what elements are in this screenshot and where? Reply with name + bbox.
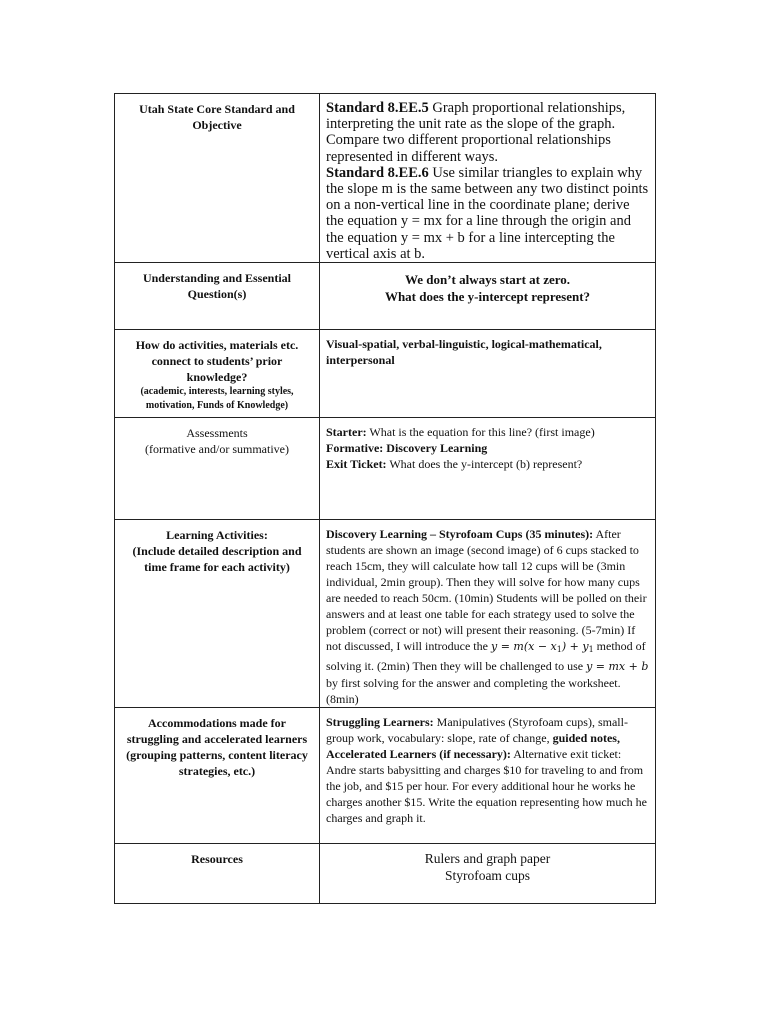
- assessments-label-cell: [115, 418, 320, 520]
- connections-label-cell: [115, 330, 320, 418]
- activity-title: Discovery Learning – Styrofoam Cups (35 minutes):: [326, 527, 594, 542]
- accelerated-label: Accelerated Learners (if necessary):: [326, 747, 511, 762]
- accommodations-content: [320, 708, 656, 844]
- understanding-line-1: We don’t always start at zero.: [404, 272, 571, 288]
- standard-2-text: Use similar triangles to explain why the slope m is the same between any two distinct points on a non-vertical line in the coordinate plane; derive the equation y = mx for a line through the origin and the equation y = mx + b for a line intercepting the vertical axis at b.: [326, 164, 649, 262]
- standard-content: [320, 94, 656, 263]
- standard-label: Utah State Core Standard and Objective: [115, 94, 320, 263]
- connections-label: How do activities, materials etc. connect to students’ prior knowledge?: [135, 338, 299, 385]
- standard-1-title: Standard 8.EE.5: [326, 100, 429, 116]
- starter-label: Starter:: [326, 425, 367, 440]
- exit-ticket-label: Exit Ticket:: [326, 457, 387, 472]
- table-row-standard: [115, 94, 656, 263]
- accommodations-label: Accommodations made for struggling and accelerated learners: [126, 716, 308, 747]
- formula-point-slope: $y = m(x - x_1) + y_1$: [490, 640, 594, 655]
- resources-line-1: Rulers and graph paper: [424, 851, 551, 867]
- activities-label-2: (Include detailed description and time frame for each activity): [132, 544, 302, 575]
- accommodations-label-cell: [115, 708, 320, 844]
- table-row-assessments: [115, 418, 656, 520]
- accommodations-label-2: (grouping patterns, content literacy strategies, etc.): [126, 748, 308, 779]
- guided-notes: guided notes,: [552, 731, 620, 746]
- activities-label-cell: [115, 520, 320, 708]
- understanding-content: [320, 263, 656, 330]
- starter-text: What is the equation for this line? (first image): [366, 425, 595, 440]
- activity-text-2: method of solving it. (2min) Then they will be challenged to use: [326, 639, 646, 674]
- resources-label: Resources: [115, 844, 320, 904]
- activity-text-1: After students are shown an image (second image) of 6 cups stacked to reach 15cm, they will calculate how tall 12 cups will be (3min individual, 2min group). Then they will solve for how many cups are needed to reach 50cm. (10min) Students will be polled on their answers and at least one table for each strategy used to solve the problem (correct or not) will present their reasoning. (5-7min) If not discussed, I will introduce the: [326, 527, 647, 654]
- table-row-connections: [115, 330, 656, 418]
- connections-label-small: (academic, interests, learning styles, motivation, Funds of Knowledge): [140, 386, 294, 412]
- accelerated-text: Alternative exit ticket: Andre starts babysitting and charges $10 for traveling to and from the job, and $15 per hour. For every additional hour he works he charges another $15. Write the equation representing how much he charges and graph it.: [326, 747, 647, 826]
- table-row-accommodations: [115, 708, 656, 844]
- resources-content: [320, 844, 656, 904]
- struggling-text: Manipulatives (Styrofoam cups), small-group work, vocabulary: slope, rate of change,: [326, 715, 628, 746]
- connections-text: Visual-spatial, verbal-linguistic, logical-mathematical, interpersonal: [320, 330, 656, 418]
- exit-ticket-text: What does the y-intercept (b) represent?: [386, 457, 583, 472]
- struggling-label: Struggling Learners:: [326, 715, 434, 730]
- lesson-plan-table: [114, 93, 656, 904]
- standard-2-title: Standard 8.EE.6: [326, 164, 429, 181]
- formative-label: Formative: Discovery Learning: [326, 441, 488, 456]
- activities-label: Learning Activities:: [166, 528, 268, 543]
- resources-line-2: Styrofoam cups: [444, 868, 531, 884]
- table-row-activities: [115, 520, 656, 708]
- assessments-label-2: (formative and/or summative): [145, 442, 289, 457]
- table-row-understanding: [115, 263, 656, 330]
- assessments-label: Assessments: [186, 426, 248, 441]
- formula-slope-intercept: y = mx + b: [586, 660, 649, 674]
- activity-text-3: by first solving for the answer and completing the worksheet. (8min): [326, 676, 621, 707]
- activities-content: [320, 520, 656, 708]
- assessments-content: [320, 418, 656, 520]
- standard-1-text: Graph proportional relationships, interpreting the unit rate as the slope of the graph. Compare two different proportional relationships represented in different ways.: [326, 100, 626, 165]
- understanding-label: Understanding and Essential Question(s): [115, 263, 320, 330]
- table-row-resources: [115, 844, 656, 904]
- understanding-line-2: What does the y-intercept represent?: [384, 289, 591, 305]
